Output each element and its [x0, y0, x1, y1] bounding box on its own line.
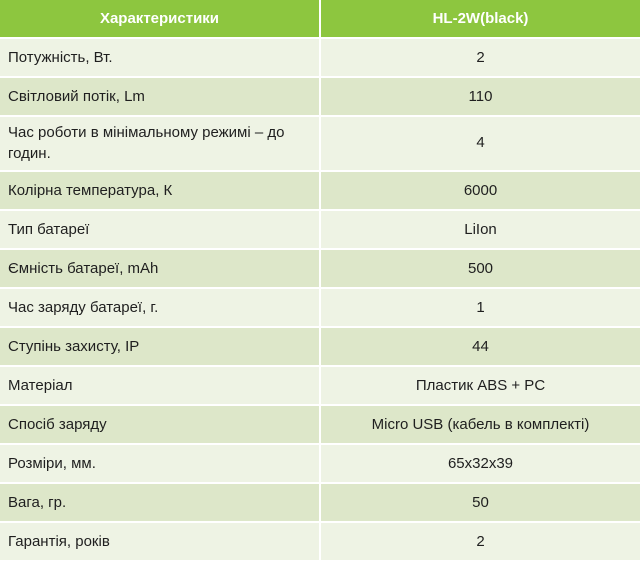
table-row	[0, 38, 640, 77]
row-value: 2	[320, 522, 640, 561]
table-row	[0, 327, 640, 366]
row-value: 110	[320, 77, 640, 116]
row-label: Ємність батареї, mAh	[0, 249, 320, 288]
row-label: Тип батареї	[0, 210, 320, 249]
row-value: 65x32x39	[320, 444, 640, 483]
table-row	[0, 210, 640, 249]
row-value: 44	[320, 327, 640, 366]
table-body	[0, 38, 640, 561]
table-row	[0, 483, 640, 522]
row-label: Час роботи в мінімальному режимі – до годин.	[0, 116, 320, 171]
table-header	[0, 0, 640, 38]
row-label: Вага, гр.	[0, 483, 320, 522]
row-label: Матеріал	[0, 366, 320, 405]
table-row	[0, 288, 640, 327]
row-value: 1	[320, 288, 640, 327]
row-value: 50	[320, 483, 640, 522]
table-row	[0, 171, 640, 210]
header-row	[0, 0, 640, 38]
table-row	[0, 444, 640, 483]
row-label: Ступінь захисту, IP	[0, 327, 320, 366]
table-row	[0, 116, 640, 171]
row-label: Розміри, мм.	[0, 444, 320, 483]
row-value: 500	[320, 249, 640, 288]
row-value: LiIon	[320, 210, 640, 249]
row-label: Спосіб заряду	[0, 405, 320, 444]
header-model: HL-2W(black)	[320, 0, 640, 38]
row-value: Пластик ABS + PC	[320, 366, 640, 405]
row-label: Світловий потік, Lm	[0, 77, 320, 116]
row-value: 6000	[320, 171, 640, 210]
table-row	[0, 249, 640, 288]
row-label: Потужність, Вт.	[0, 38, 320, 77]
row-value: 4	[320, 116, 640, 171]
header-characteristics: Характеристики	[0, 0, 320, 38]
table-row	[0, 77, 640, 116]
row-label: Час заряду батареї, г.	[0, 288, 320, 327]
table-row	[0, 405, 640, 444]
row-value: 2	[320, 38, 640, 77]
table-row	[0, 522, 640, 561]
table-row	[0, 366, 640, 405]
row-value: Micro USB (кабель в комплекті)	[320, 405, 640, 444]
row-label: Колірна температура, К	[0, 171, 320, 210]
row-label: Гарантія, років	[0, 522, 320, 561]
